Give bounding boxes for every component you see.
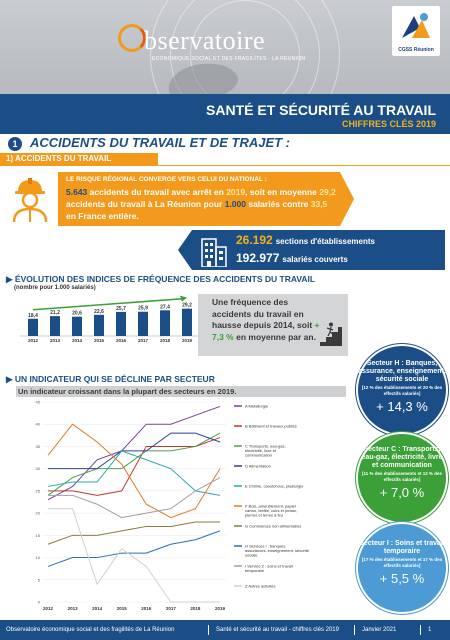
y-tick-label: 0 — [37, 599, 40, 605]
bar-value-label: 21,2 — [50, 310, 60, 317]
footer-separator — [208, 625, 209, 635]
y-tick-label: 5 — [37, 577, 40, 583]
callout-text-b: en moyenne par an. — [233, 331, 316, 342]
footer-date: Janvier 2021 — [362, 627, 397, 633]
cgss-logo — [392, 6, 440, 56]
y-tick-label: 10 — [35, 555, 40, 561]
x-tick-label: 2013 — [67, 606, 78, 611]
bar-value-label: 25,9 — [138, 305, 148, 312]
regional-risk-text — [66, 186, 338, 222]
footer-doc: Santé et sécurité au travail - chiffres clés 2019 — [216, 627, 339, 633]
sections-label: sections d'établissements — [275, 237, 375, 246]
series-line — [48, 522, 220, 544]
legend-label: I Service 2 : soins et travail temporaire — [245, 563, 293, 573]
y-tick-label: 25 — [35, 488, 40, 494]
frequency-bar — [50, 316, 60, 336]
footer-separator — [354, 625, 355, 635]
risk-text-a: accidents du travail avec arrêt en — [87, 187, 227, 197]
series-line — [48, 451, 220, 495]
bar-value-label: 20,6 — [72, 310, 82, 317]
frequency-bar — [116, 312, 126, 336]
subsection-rule — [0, 165, 450, 166]
observatoire-logo-text: bservatoire — [144, 26, 266, 55]
y-tick-label: 15 — [35, 532, 40, 538]
employees-label: salariés couverts — [282, 255, 348, 264]
evolution-subtitle: (nombre pour 1.000 salariés) — [14, 285, 96, 291]
sector-c-note: [11 % des établissements et 12 % des effectifs salariés] — [361, 471, 443, 482]
person-climbing-stairs-icon — [320, 322, 342, 346]
risk-text-d: salariés contre — [245, 199, 311, 209]
y-tick-label: 45 — [35, 399, 40, 405]
x-tick-label: 2016 — [141, 606, 152, 611]
series-line — [48, 433, 220, 469]
sector-h-note: [12 % des établissements et 20 % des effectifs salariés] — [361, 385, 443, 396]
series-line — [48, 406, 220, 499]
cgss-emblem-icon — [400, 10, 432, 40]
observatoire-logo-icon — [118, 24, 146, 52]
construction-worker-icon — [10, 176, 50, 222]
sector-line-chart — [28, 398, 354, 614]
sector-i-title: Secteur I : Soins et travail temporaire — [359, 540, 445, 555]
frequency-bar — [94, 315, 104, 336]
regional-risk-box — [58, 172, 340, 226]
indicator-title: UN INDICATEUR QUI SE DÉCLINE PAR SECTEUR — [14, 374, 215, 384]
sector-i-value: + 5,5 % — [379, 571, 425, 586]
risk-year: 2019 — [226, 187, 246, 197]
legend-label: B Bâtiment et travaux publics — [245, 423, 297, 429]
bar-year-label: 2012 — [27, 338, 39, 343]
legend-label: G Commerces non alimentaires — [245, 523, 302, 529]
bar-value-label: 29,2 — [182, 302, 192, 309]
bar-value-label: 25,7 — [116, 305, 126, 312]
bar-year-label: 2014 — [71, 338, 83, 343]
title-bar — [0, 94, 450, 134]
section-number-badge: 1 — [8, 137, 22, 151]
risk-text-b: , soit en moyenne — [245, 187, 320, 197]
x-tick-label: 2017 — [165, 606, 176, 611]
frequency-bar — [138, 312, 148, 336]
y-tick-label: 20 — [35, 510, 40, 516]
bar-year-label: 2018 — [159, 338, 171, 343]
x-tick-label: 2015 — [116, 606, 127, 611]
avg-france: 33,5 — [310, 199, 328, 209]
sector-i-note: [17 % des établissements et 17 % des effectifs salariés] — [361, 557, 443, 568]
per-employees: 1.000 — [224, 199, 246, 209]
bar-value-label: 27,4 — [160, 304, 170, 311]
legend-label: E Chimie, caoutchouc, plasturgie — [245, 483, 304, 489]
sector-h-title: Secteur H : Banques, assurance, enseignement, sécurité sociale — [358, 360, 446, 383]
bar-year-label: 2016 — [115, 338, 127, 343]
frequency-bar — [182, 309, 192, 336]
sector-h-circle — [356, 344, 448, 436]
bar-year-label: 2013 — [49, 338, 61, 343]
series-line — [48, 531, 220, 567]
legend-label: Z Autres activités — [245, 583, 276, 589]
frequency-bar — [160, 310, 170, 336]
x-tick-label: 2012 — [42, 606, 54, 611]
evolution-title: ÉVOLUTION DES INDICES DE FRÉQUENCE DES ACCIDENTS DU TRAVAIL — [14, 274, 316, 284]
callout-value: + 7,3 % — [212, 320, 320, 342]
indicator-heading: ▶ UN INDICATEUR QUI SE DÉCLINE PAR SECTEUR — [6, 374, 215, 384]
evolution-heading: ▶ ÉVOLUTION DES INDICES DE FRÉQUENCE DES ACCIDENTS DU TRAVAIL — [6, 274, 316, 284]
sector-c-title: Secteur C : Transports, eau-gaz, électricité, livre et communication — [361, 446, 443, 469]
subsection-title: 1) ACCIDENTS DU TRAVAIL — [6, 154, 112, 163]
section-title: ACCIDENTS DU TRAVAIL ET DE TRAJET : — [30, 135, 291, 150]
x-tick-label: 2014 — [92, 606, 103, 611]
x-tick-label: 2019 — [214, 606, 226, 611]
legend-label: C Transports, eau-gaz, électricité, livre et communication — [245, 443, 286, 458]
frequency-bar — [72, 317, 82, 336]
sections-value: 26.192 — [236, 233, 273, 247]
indicator-subtitle: Un indicateur croissant dans la plupart des secteurs en 2019. — [18, 387, 237, 396]
building-icon — [200, 233, 228, 267]
legend-label: D Alimentation — [245, 463, 271, 469]
bar-year-label: 2015 — [93, 338, 105, 343]
bar-value-label: 22,6 — [94, 308, 104, 315]
frequency-bar-chart — [16, 292, 208, 344]
risk-text-c: accidents du travail à La Réunion pour — [66, 199, 225, 209]
sector-h-value: + 14,3 % — [376, 399, 428, 414]
frequency-callout — [198, 294, 348, 356]
legend-label: A Métallurgie — [245, 403, 269, 409]
sector-c-value: + 7,0 % — [379, 485, 425, 500]
employees-stat — [236, 251, 348, 265]
observatoire-logo-subtitle: ECONOMIQUE SOCIAL ET DES FRAGILITES - LA REUNION — [152, 56, 306, 62]
footer-org: Observatoire économique social et des fragilités de La Réunion — [6, 627, 175, 633]
page-title: SANTÉ ET SÉCURITÉ AU TRAVAIL — [206, 102, 436, 118]
legend-label: F Bois, ameublement, papier carton, textile, cuirs et peaux, pierres et terres à feu — [245, 503, 298, 518]
employees-value: 192.977 — [236, 251, 280, 265]
legend-label: H Services I : banques, assurances, enseignement, sécurité sociale — [245, 543, 310, 558]
frequency-bar — [28, 319, 38, 336]
sector-i-circle — [356, 522, 448, 614]
bar-year-label: 2019 — [181, 338, 193, 343]
callout-text-a: Une fréquence des accidents du travail en hausse depuis 2014, soit — [212, 297, 315, 330]
page-subtitle: CHIFFRES CLÉS 2019 — [341, 119, 436, 129]
bar-year-label: 2017 — [137, 338, 149, 343]
sector-c-circle — [356, 432, 448, 524]
y-tick-label: 40 — [35, 421, 40, 427]
x-tick-label: 2018 — [190, 606, 201, 611]
footer-page-number: 1 — [428, 627, 432, 633]
accidents-count: 5.643 — [66, 187, 88, 197]
risk-box-arrow — [340, 172, 354, 226]
stats-box-arrow — [178, 230, 192, 270]
footer-separator — [420, 625, 421, 635]
bar-value-label: 18,4 — [28, 312, 38, 319]
frequency-callout-text — [212, 297, 320, 343]
sections-stat — [236, 233, 375, 247]
regional-risk-heading: LE RISQUE RÉGIONAL CONVERGE VERS CELUI DU NATIONAL : — [66, 176, 267, 183]
cgss-label: CGSS Réunion — [398, 47, 434, 53]
y-tick-label: 35 — [35, 443, 40, 449]
y-tick-label: 30 — [35, 466, 40, 472]
footer — [0, 620, 450, 640]
trend-arrow-head — [180, 296, 187, 302]
avg-reunion: 29,2 — [319, 187, 336, 197]
series-line — [48, 433, 220, 495]
risk-text-e: en France entière. — [66, 211, 139, 221]
